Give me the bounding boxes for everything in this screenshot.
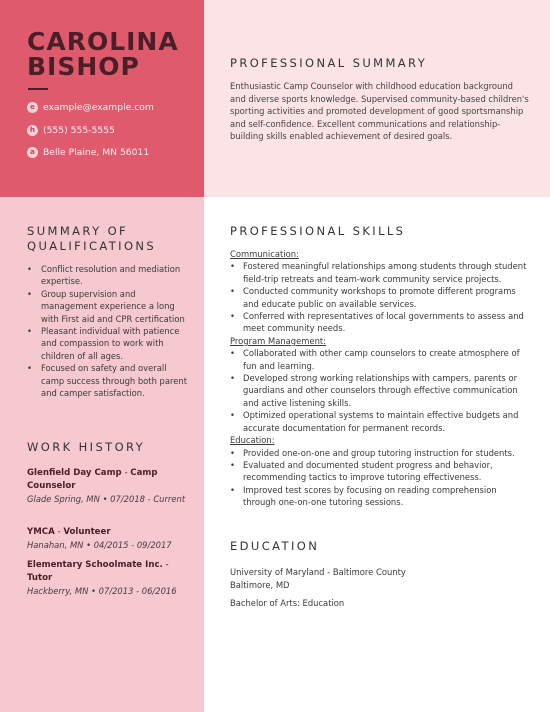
last-name: BISHOP [27,52,140,81]
contact-address [27,145,197,159]
education-degree: Bachelor of Arts: Education [230,598,345,608]
education-entry [230,566,530,610]
education-title: EDUCATION [230,539,320,553]
qualifications-title-line2: QUALIFICATIONS [27,239,157,253]
job-employer: YMCA [27,527,55,537]
qualifications-list [27,263,187,399]
contact-phone [27,123,197,137]
skills-section [230,248,530,509]
list-item: • Group supervision and management experience a long with First aid and CPR certification [27,288,187,325]
list-item: • Developed strong working relationships with campers, parents or guardians and other counselors through effective communication and active listening skills. [230,372,530,409]
list-item: • Conducted community workshops to promote different programs and educate public on available services. [230,285,530,310]
list-item: • Fostered meaningful relationships among students through student field-trip retreats and team-work community service projects. [230,260,530,285]
job-role: Camp Counselor [27,468,158,491]
list-item: • Provided one-on-one and group tutoring instruction for students. [230,447,530,459]
job-employer: Glenfield Day Camp [27,468,122,478]
first-name: CAROLINA [27,27,179,56]
skill-category-program-management: Program Management: [230,335,326,346]
contact-email [27,100,197,114]
job-role: Volunteer [63,527,111,537]
job-entry [27,467,192,506]
skill-category-education: Education: [230,435,275,446]
name-underline [28,88,48,90]
job-entry [27,526,192,552]
work-history-title: WORK HISTORY [27,440,146,454]
qualifications-title [27,224,156,254]
education-location: Baltimore, MD [230,579,290,590]
address-icon: a [27,147,38,158]
list-item: • Evaluated and documented student progress and behavior, recommending tactics to improve tutoring effectiveness. [230,459,530,484]
phone-icon: h [27,125,38,136]
job-employer: Elementary Schoolmate Inc. [27,560,163,570]
list-item: • Conflict resolution and mediation expertise. [27,263,187,288]
job-meta: Glade Spring, MN • 07/2018 - Current [27,494,186,504]
candidate-name [27,29,197,79]
job-role: Tutor [27,573,53,583]
job-meta: Hanahan, MN • 04/2015 - 09/2017 [27,540,172,550]
email-icon: e [27,102,38,113]
job-separator: - [121,468,131,478]
job-separator: - [162,560,169,570]
skill-category-communication: Communication: [230,249,299,259]
phone-text: (555) 555-5555 [43,124,115,136]
job-title [27,467,192,493]
summary-title: PROFESSIONAL SUMMARY [230,56,428,70]
qualifications-title-line1: SUMMARY OF [27,224,129,238]
email-text[interactable]: example@example.com [43,101,154,113]
job-title [27,526,192,539]
list-item: • Optimized operational systems to maintain effective budgets and accurate documentation for permanent records. [230,409,530,434]
skills-title: PROFESSIONAL SKILLS [230,224,406,238]
list-item: • Focused on safety and overall camp success through both parent and camper satisfaction. [27,362,187,399]
job-title [27,559,192,585]
education-school: University of Maryland - Baltimore County [230,567,406,577]
address-text: Belle Plaine, MN 56011 [43,146,150,158]
list-item: • Improved test scores by focusing on reading comprehension through one-on-one tutoring sessions. [230,484,530,509]
job-separator: - [54,527,64,537]
job-meta: Hackberry, MN • 07/2013 - 06/2016 [27,586,177,596]
list-item: • Pleasant individual with patience and compassion to work with children of all ages. [27,325,187,362]
list-item: • Collaborated with other camp counselors to create atmosphere of fun and learning. [230,347,530,372]
list-item: • Conferred with representatives of local governments to assess and meet community needs. [230,310,530,335]
summary-text: Enthusiastic Camp Counselor with childhood education background and diverse sports knowledge. Supervised community-based children's sporting activities and promoted development of good sportsmanship and self-confidence. Excellent communications and relationship-building skills enabled achievement of desired goals. [230,81,529,141]
job-entry [27,559,192,598]
